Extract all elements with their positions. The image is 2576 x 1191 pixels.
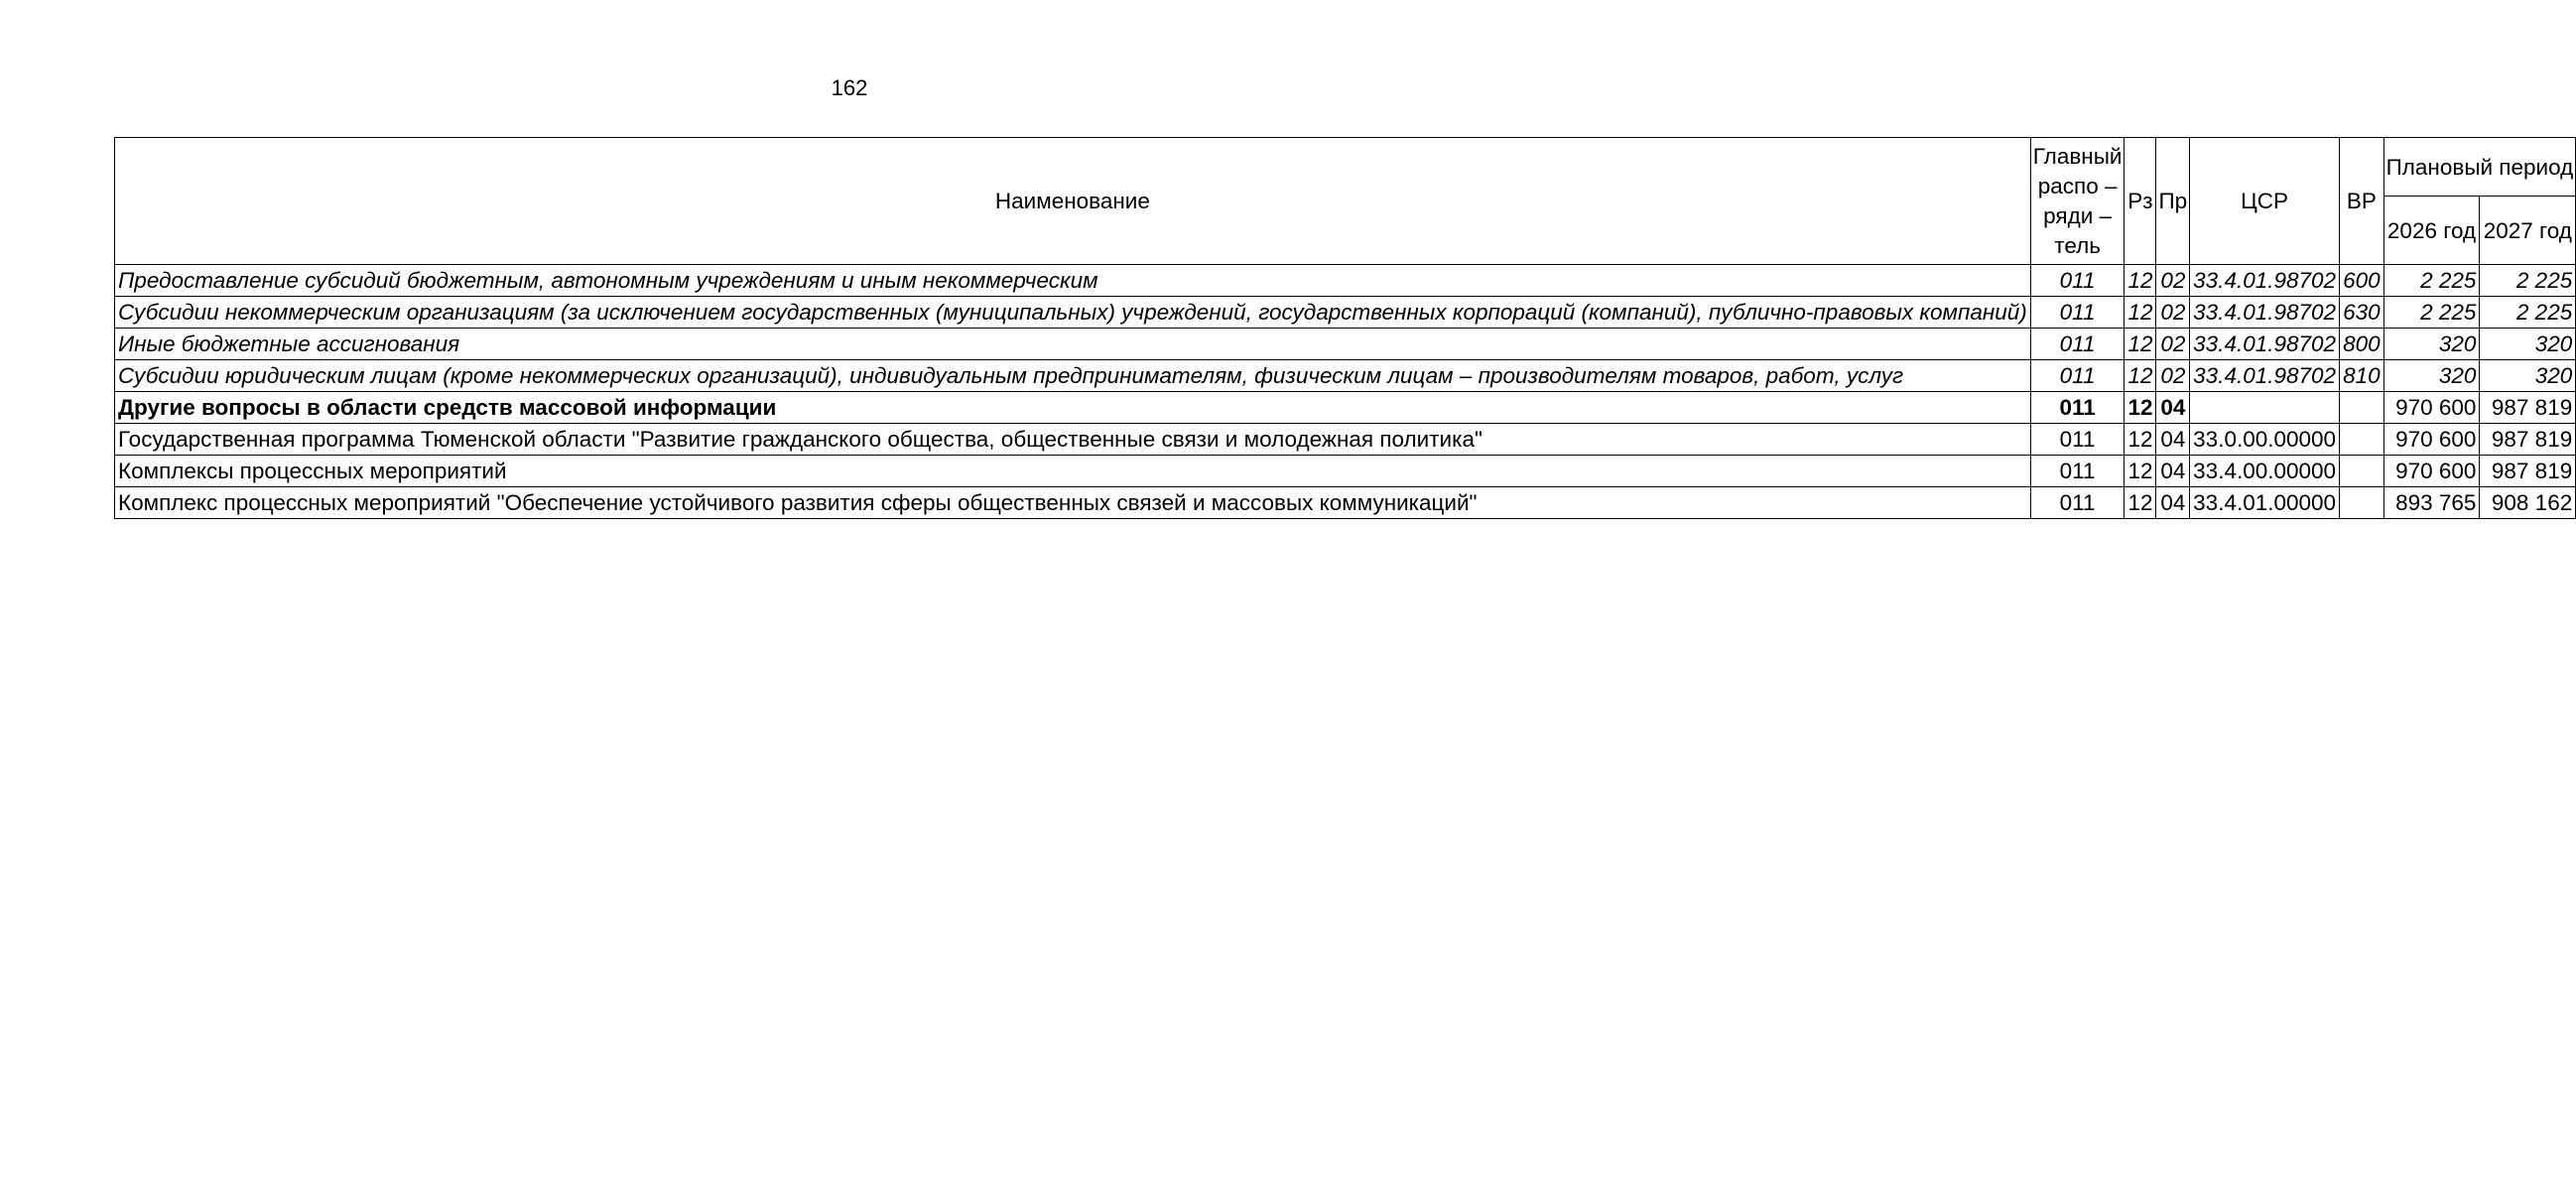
row-subsection: 02 [2156, 265, 2190, 297]
row-amount-2026: 320 [2383, 360, 2480, 392]
header-name: Наименование [115, 138, 2031, 265]
row-expense-type [2340, 456, 2384, 487]
table-row [115, 392, 2576, 424]
row-name: Субсидии некоммерческим организациям (за исключением государственных (муниципальных) учреждений, государственных корпораций (компаний), публично-правовых компаний) [115, 297, 2031, 329]
row-amount-2027: 320 [2480, 360, 2576, 392]
row-amount-2027: 987 819 [2480, 424, 2576, 456]
row-chief-manager: 011 [2030, 392, 2125, 424]
row-subsection: 04 [2156, 424, 2190, 456]
row-expense-type [2340, 424, 2384, 456]
row-target-article: 33.4.00.00000 [2190, 456, 2340, 487]
row-expense-type [2340, 392, 2384, 424]
row-amount-2026: 970 600 [2383, 392, 2480, 424]
header-subsection: Пр [2156, 138, 2190, 265]
table-row [115, 456, 2576, 487]
header-year-2027: 2027 год [2480, 197, 2576, 265]
row-chief-manager: 011 [2030, 265, 2125, 297]
row-section: 12 [2125, 265, 2156, 297]
header-chief-manager-line: распо – [2037, 173, 2118, 198]
table-row [115, 360, 2576, 392]
table-row [115, 424, 2576, 456]
row-amount-2027: 908 162 [2480, 487, 2576, 519]
row-target-article: 33.4.01.98702 [2190, 360, 2340, 392]
row-name: Субсидии юридическим лицам (кроме некоммерческих организаций), индивидуальным предпринимателям, физическим лицам – производителям товаров, работ, услуг [115, 360, 2031, 392]
table-row [115, 329, 2576, 360]
row-target-article: 33.0.00.00000 [2190, 424, 2340, 456]
row-target-article [2190, 392, 2340, 424]
row-name: Комплексы процессных мероприятий [115, 456, 2031, 487]
header-chief-manager-line: Главный [2032, 143, 2123, 169]
row-section: 12 [2125, 392, 2156, 424]
header-section: Рз [2125, 138, 2156, 265]
row-target-article: 33.4.01.98702 [2190, 297, 2340, 329]
row-amount-2027: 2 225 [2480, 297, 2576, 329]
header-planning-period: Плановый период [2383, 138, 2576, 197]
table-header [115, 138, 2576, 265]
row-expense-type [2340, 487, 2384, 519]
header-chief-manager [2030, 138, 2125, 265]
header-year-2026: 2026 год [2383, 197, 2480, 265]
header-target-article: ЦСР [2190, 138, 2340, 265]
row-chief-manager: 011 [2030, 424, 2125, 456]
row-target-article: 33.4.01.00000 [2190, 487, 2340, 519]
row-expense-type: 630 [2340, 297, 2384, 329]
row-chief-manager: 011 [2030, 329, 2125, 360]
row-subsection: 04 [2156, 392, 2190, 424]
row-name: Предоставление субсидий бюджетным, автономным учреждениям и иным некоммерческим [115, 265, 2031, 297]
table-row [115, 487, 2576, 519]
row-amount-2026: 2 225 [2383, 265, 2480, 297]
row-subsection: 04 [2156, 487, 2190, 519]
row-expense-type: 600 [2340, 265, 2384, 297]
row-section: 12 [2125, 424, 2156, 456]
row-amount-2026: 970 600 [2383, 424, 2480, 456]
row-section: 12 [2125, 360, 2156, 392]
row-amount-2027: 987 819 [2480, 456, 2576, 487]
row-expense-type: 800 [2340, 329, 2384, 360]
row-amount-2026: 970 600 [2383, 456, 2480, 487]
row-name: Государственная программа Тюменской области "Развитие гражданского общества, общественные связи и молодежная политика" [115, 424, 2031, 456]
header-chief-manager-line: тель [2054, 232, 2101, 258]
row-subsection: 02 [2156, 329, 2190, 360]
row-section: 12 [2125, 456, 2156, 487]
row-chief-manager: 011 [2030, 487, 2125, 519]
header-expense-type: ВР [2340, 138, 2384, 265]
row-target-article: 33.4.01.98702 [2190, 329, 2340, 360]
row-name: Иные бюджетные ассигнования [115, 329, 2031, 360]
row-expense-type: 810 [2340, 360, 2384, 392]
row-target-article: 33.4.01.98702 [2190, 265, 2340, 297]
row-amount-2027: 320 [2480, 329, 2576, 360]
table-row [115, 297, 2576, 329]
row-amount-2026: 2 225 [2383, 297, 2480, 329]
row-subsection: 02 [2156, 297, 2190, 329]
row-section: 12 [2125, 487, 2156, 519]
row-amount-2027: 987 819 [2480, 392, 2576, 424]
row-chief-manager: 011 [2030, 360, 2125, 392]
row-name: Другие вопросы в области средств массовой информации [115, 392, 2031, 424]
row-chief-manager: 011 [2030, 297, 2125, 329]
header-chief-manager-line: ряди – [2043, 202, 2113, 228]
row-chief-manager: 011 [2030, 456, 2125, 487]
row-subsection: 04 [2156, 456, 2190, 487]
page-number: 162 [831, 75, 868, 100]
table-row [115, 265, 2576, 297]
row-amount-2026: 893 765 [2383, 487, 2480, 519]
row-amount-2026: 320 [2383, 329, 2480, 360]
row-name: Комплекс процессных мероприятий "Обеспечение устойчивого развития сферы общественных связей и массовых коммуникаций" [115, 487, 2031, 519]
row-amount-2027: 2 225 [2480, 265, 2576, 297]
row-section: 12 [2125, 329, 2156, 360]
row-section: 12 [2125, 297, 2156, 329]
budget-table [114, 137, 2576, 519]
row-subsection: 02 [2156, 360, 2190, 392]
